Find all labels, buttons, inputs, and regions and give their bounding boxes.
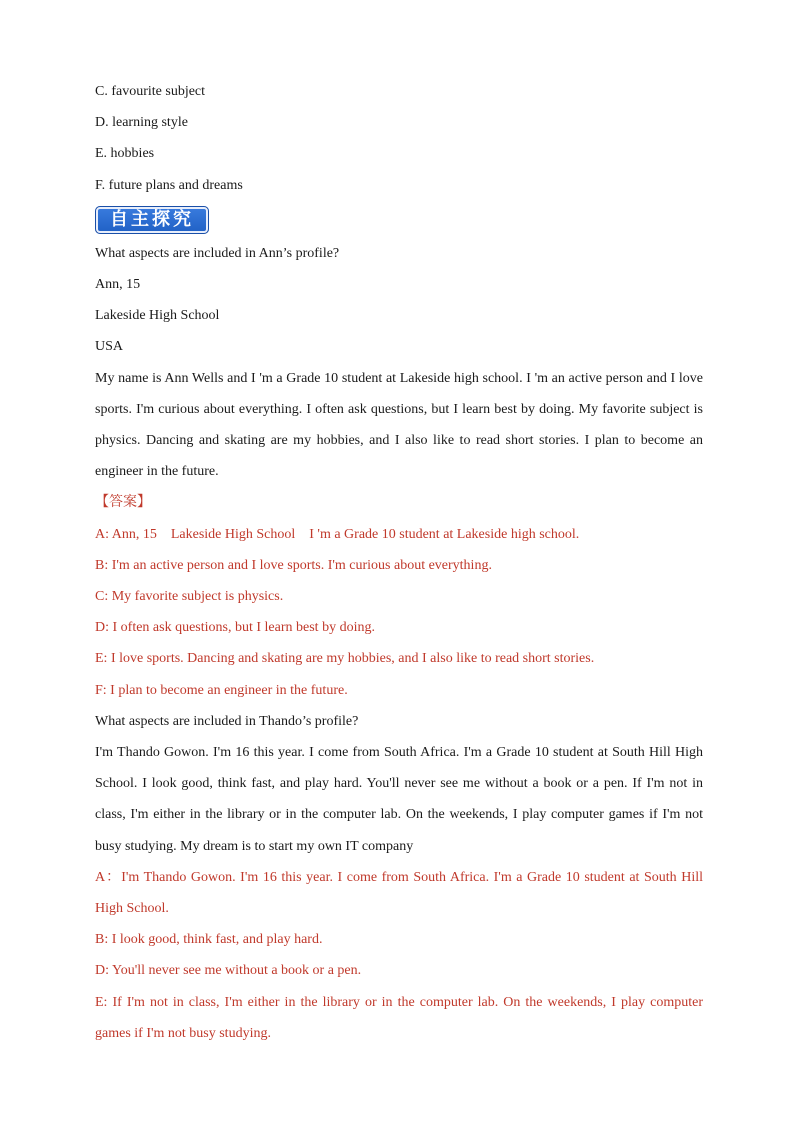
ann-answer-e: E: I love sports. Dancing and skating are my hobbies, and I also like to read short stories. bbox=[95, 651, 595, 667]
thando-profile-text: I'm Thando Gowon. I'm 16 this year. I come from South Africa. I'm a Grade 10 student at South Hill High School. I look good, think fast, and play hard. You'll never see me without a book or a pen. If I'm not in class, I'm either in the library or in the computer lab. On the weekends, I play computer games if I'm not busy studying. My dream is to start my own IT company bbox=[95, 745, 703, 854]
thando-answer-e: E: If I'm not in class, I'm either in the library or in the computer lab. On the weekends, I play computer games if I'm not busy studying. bbox=[95, 994, 703, 1041]
option-f: F. future plans and dreams bbox=[95, 177, 243, 193]
ann-answer-a: A: Ann, 15 Lakeside High School I 'm a Grade 10 student at Lakeside high school. bbox=[95, 526, 580, 542]
ann-answer-f: F: I plan to become an engineer in the future. bbox=[95, 682, 348, 698]
document-page bbox=[95, 76, 703, 1049]
section-badge: 自主探究 bbox=[95, 206, 209, 234]
thando-answer-d: D: You'll never see me without a book or a pen. bbox=[95, 963, 362, 979]
option-d: D. learning style bbox=[95, 115, 188, 131]
ann-country: USA bbox=[95, 339, 124, 355]
answer-label: 【答案】 bbox=[95, 494, 151, 511]
thando-question: What aspects are included in Thando’s profile? bbox=[95, 713, 359, 729]
ann-answer-b: B: I'm an active person and I love sports. I'm curious about everything. bbox=[95, 557, 492, 573]
ann-question: What aspects are included in Ann’s profile? bbox=[95, 245, 340, 261]
ann-answer-d: D: I often ask questions, but I learn best by doing. bbox=[95, 620, 375, 636]
ann-school: Lakeside High School bbox=[95, 308, 220, 324]
option-c: C. favourite subject bbox=[95, 84, 206, 99]
ann-profile-text: My name is Ann Wells and I 'm a Grade 10 student at Lakeside high school. I 'm an active person and I love sports. I'm curious about everything. I often ask questions, but I learn best by doing. My favorite subject is physics. Dancing and skating are my hobbies, and I also like to read short stories. I plan to become an engineer in the future. bbox=[95, 370, 703, 480]
option-e: E. hobbies bbox=[95, 146, 155, 162]
thando-answer-b: B: I look good, think fast, and play hard. bbox=[95, 932, 323, 948]
thando-answer-a: A：I'm Thando Gowon. I'm 16 this year. I come from South Africa. I'm a Grade 10 student at South Hill High School. bbox=[95, 869, 703, 917]
ann-answer-c: C: My favorite subject is physics. bbox=[95, 589, 284, 605]
ann-name-age: Ann, 15 bbox=[95, 277, 141, 293]
